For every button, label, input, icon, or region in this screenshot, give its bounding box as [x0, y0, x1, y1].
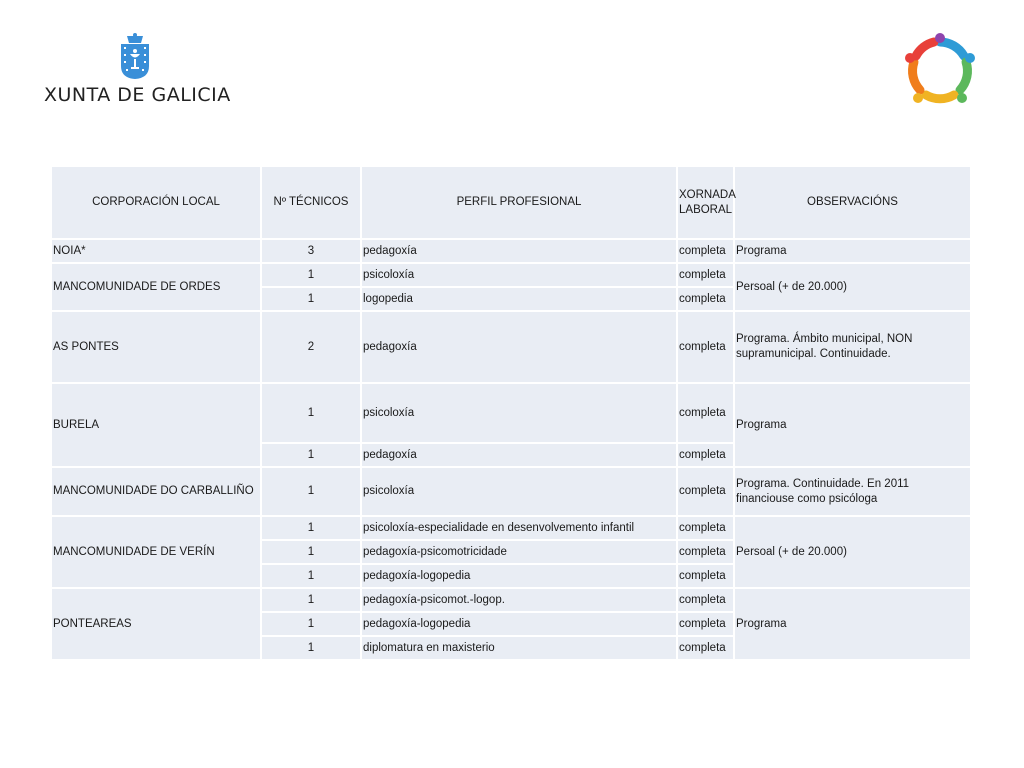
header-corporacion: CORPORACIÓN LOCAL [52, 167, 262, 240]
cell-perfil: pedagoxía-logopedia [362, 613, 678, 637]
table-row [52, 264, 972, 288]
cell-xornada: completa [678, 468, 735, 517]
cell-observacions: Programa. Ámbito municipal, NON supramunicipal. Continuidade. [735, 312, 972, 384]
cell-xornada: completa [678, 517, 735, 541]
cell-perfil: pedagoxía [362, 444, 678, 468]
cell-tecnicos: 1 [262, 384, 362, 444]
cell-xornada: completa [678, 240, 735, 264]
cell-observacions: Programa [735, 589, 972, 661]
table-row [52, 589, 972, 613]
cell-xornada: completa [678, 637, 735, 661]
cell-corporacion: MANCOMUNIDADE DO CARBALLIÑO [52, 468, 262, 517]
table-row [52, 384, 972, 444]
xunta-logo [44, 32, 234, 108]
cell-xornada: completa [678, 288, 735, 312]
cell-tecnicos: 1 [262, 541, 362, 565]
cell-tecnicos: 1 [262, 589, 362, 613]
cell-observacions: Programa [735, 384, 972, 468]
table-row [52, 240, 972, 264]
cell-xornada: completa [678, 264, 735, 288]
cell-tecnicos: 1 [262, 613, 362, 637]
cell-corporacion: PONTEAREAS [52, 589, 262, 661]
cell-xornada: completa [678, 613, 735, 637]
cell-corporacion: NOIA* [52, 240, 262, 264]
cell-xornada: completa [678, 384, 735, 444]
cell-tecnicos: 3 [262, 240, 362, 264]
cell-xornada: completa [678, 565, 735, 589]
cell-perfil: psicoloxía-especialidade en desenvolvemento infantil [362, 517, 678, 541]
cell-perfil: psicoloxía [362, 468, 678, 517]
galicia-shield-icon [118, 32, 152, 80]
cell-tecnicos: 1 [262, 288, 362, 312]
header-perfil: PERFIL PROFESIONAL [362, 167, 678, 240]
cell-tecnicos: 1 [262, 264, 362, 288]
table-row [52, 312, 972, 384]
cell-perfil: pedagoxía-psicomot.-logop. [362, 589, 678, 613]
cell-corporacion: BURELA [52, 384, 262, 468]
cell-perfil: logopedia [362, 288, 678, 312]
table-header-row [52, 167, 972, 240]
cell-tecnicos: 1 [262, 565, 362, 589]
cell-xornada: completa [678, 444, 735, 468]
cell-perfil: pedagoxía-logopedia [362, 565, 678, 589]
technicians-table [52, 167, 972, 661]
brand-name: XUNTA DE GALICIA [44, 84, 231, 106]
cell-tecnicos: 1 [262, 637, 362, 661]
cell-perfil: diplomatura en maxisterio [362, 637, 678, 661]
table-row [52, 517, 972, 541]
cell-xornada: completa [678, 589, 735, 613]
cell-corporacion: MANCOMUNIDADE DE VERÍN [52, 517, 262, 589]
cell-corporacion: AS PONTES [52, 312, 262, 384]
cell-xornada: completa [678, 312, 735, 384]
people-circle-icon [902, 32, 978, 108]
table-row [52, 468, 972, 517]
cell-observacions: Programa [735, 240, 972, 264]
cell-perfil: psicoloxía [362, 264, 678, 288]
cell-tecnicos: 2 [262, 312, 362, 384]
header-xornada: XORNADA LABORAL [678, 167, 735, 240]
cell-perfil: psicoloxía [362, 384, 678, 444]
cell-perfil: pedagoxía [362, 312, 678, 384]
cell-perfil: pedagoxía-psicomotricidade [362, 541, 678, 565]
cell-tecnicos: 1 [262, 517, 362, 541]
cell-corporacion: MANCOMUNIDADE DE ORDES [52, 264, 262, 312]
cell-xornada: completa [678, 541, 735, 565]
cell-observacions: Persoal (+ de 20.000) [735, 264, 972, 312]
cell-observacions: Programa. Continuidade. En 2011 financiouse como psicóloga [735, 468, 972, 517]
header-tecnicos: Nº TÉCNICOS [262, 167, 362, 240]
cell-tecnicos: 1 [262, 444, 362, 468]
cell-tecnicos: 1 [262, 468, 362, 517]
cell-perfil: pedagoxía [362, 240, 678, 264]
header-observacions: OBSERVACIÓNS [735, 167, 972, 240]
cell-observacions: Persoal (+ de 20.000) [735, 517, 972, 589]
